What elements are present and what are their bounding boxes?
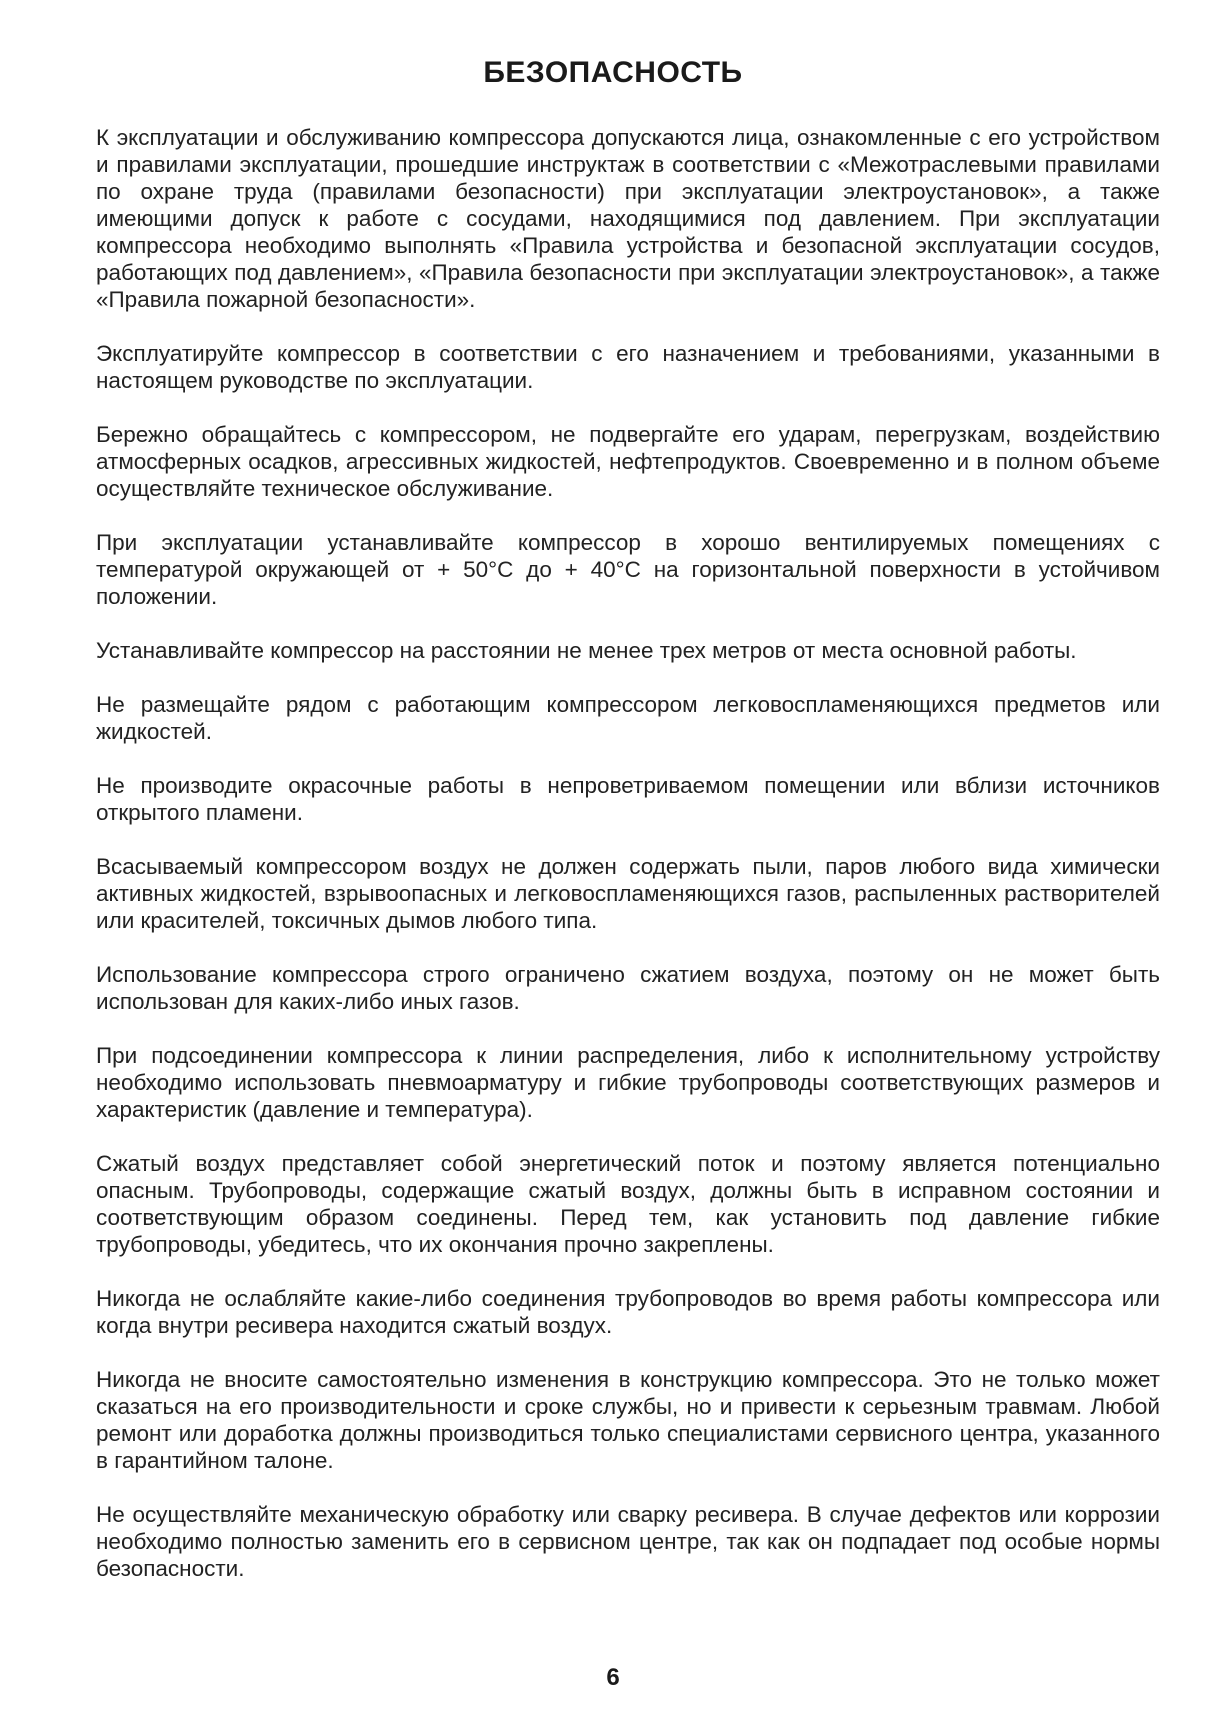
paragraph-no-modifications: Никогда не вносите самостоятельно изменения в конструкцию компрессора. Это не только может сказаться на его производительности и сроке службы, но и привести к серьезным травмам. Любой ремонт или доработка должны производиться только специалистами сервисного центра, указанного в гарантийном талоне. bbox=[96, 1367, 1160, 1473]
page-title: БЕЗОПАСНОСТЬ bbox=[483, 56, 743, 89]
paragraph-air-only: Использование компрессора строго ограничено сжатием воздуха, поэтому он не может быть использован для каких-либо иных газов. bbox=[96, 962, 1160, 1014]
paragraph-intended-use: Эксплуатируйте компрессор в соответствии с его назначением и требованиями, указанными в настоящем руководстве по эксплуатации. bbox=[96, 341, 1160, 393]
paragraph-flammables: Не размещайте рядом с работающим компрессором легковоспламеняющихся предметов или жидкостей. bbox=[96, 692, 1160, 744]
paragraph-installation-conditions: При эксплуатации устанавливайте компрессор в хорошо вентилируемых помещениях с температурой окружающей от + 50°С до + 40°С на горизонтальной поверхности в устойчивом положении. bbox=[96, 530, 1160, 609]
paragraph-receiver-welding: Не осуществляйте механическую обработку или сварку ресивера. В случае дефектов или коррозии необходимо полностью заменить его в сервисном центре, так как он подпадает под особые нормы безопасности. bbox=[96, 1502, 1160, 1581]
page-number: 6 bbox=[606, 1664, 620, 1691]
paragraph-compressed-air-danger: Сжатый воздух представляет собой энергетический поток и поэтому является потенциально опасным. Трубопроводы, содержащие сжатый воздух, должны быть в исправном состоянии и соответствующим образом соединены. Перед тем, как установить под давление гибкие трубопроводы, убедитесь, что их окончания прочно закреплены. bbox=[96, 1151, 1160, 1257]
paragraph-connection: При подсоединении компрессора к линии распределения, либо к исполнительному устройству необходимо использовать пневмоарматуру и гибкие трубопроводы соответствующих размеров и характеристик (давление и температура). bbox=[96, 1043, 1160, 1122]
paragraph-installation-distance: Устанавливайте компрессор на расстоянии не менее трех метров от места основной работы. bbox=[96, 638, 1077, 663]
paragraph-operator-requirements: К эксплуатации и обслуживанию компрессора допускаются лица, ознакомленные с его устройством и правилами эксплуатации, прошедшие инструктаж в соответствии с «Межотраслевыми правилами по охране труда (правилами безопасности) при эксплуатации электроустановок», а также имеющими допуск к работе с сосудами, находящимися под давлением. При эксплуатации компрессора необходимо выполнять «Правила устройства и безопасной эксплуатации сосудов, работающих под давлением», «Правила безопасности при эксплуатации электроустановок», а также «Правила пожарной безопасности». bbox=[96, 125, 1160, 312]
paragraph-careful-handling: Бережно обращайтесь с компрессором, не подвергайте его ударам, перегрузкам, воздействию атмосферных осадков, агрессивных жидкостей, нефтепродуктов. Своевременно и в полном объеме осуществляйте техническое обслуживание. bbox=[96, 422, 1160, 501]
paragraph-intake-air: Всасываемый компрессором воздух не должен содержать пыли, паров любого вида химически активных жидкостей, взрывоопасных и легковоспламеняющихся газов, распыленных растворителей или красителей, токсичных дымов любого типа. bbox=[96, 854, 1160, 933]
document-body bbox=[96, 124, 1160, 1609]
paragraph-no-loosening: Никогда не ослабляйте какие-либо соединения трубопроводов во время работы компрессора или когда внутри ресивера находится сжатый воздух. bbox=[96, 1286, 1160, 1338]
paragraph-painting-work: Не производите окрасочные работы в непроветриваемом помещении или вблизи источников открытого пламени. bbox=[96, 773, 1160, 825]
